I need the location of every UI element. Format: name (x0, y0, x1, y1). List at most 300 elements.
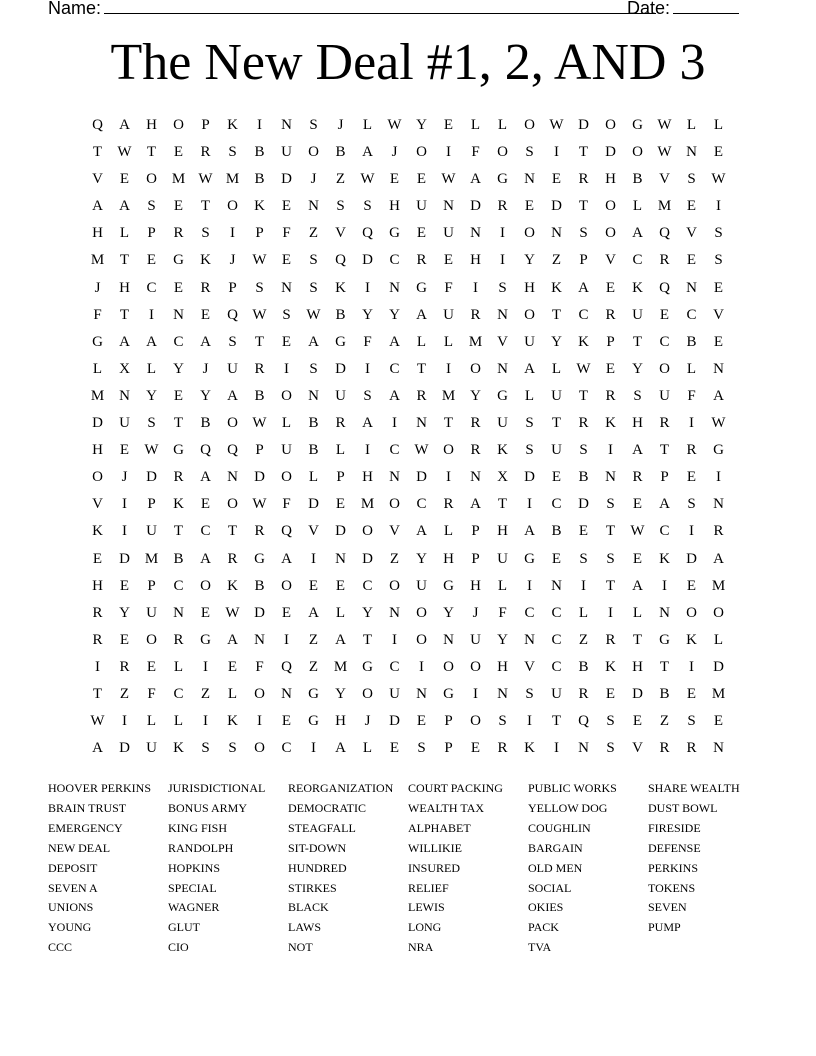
grid-cell[interactable]: E (713, 713, 724, 730)
grid-cell[interactable]: K (173, 496, 184, 513)
grid-cell[interactable]: A (389, 333, 400, 350)
grid-cell[interactable]: A (362, 144, 373, 161)
grid-cell[interactable]: R (416, 252, 427, 269)
grid-cell[interactable]: R (254, 523, 265, 540)
grid-cell[interactable]: P (579, 252, 588, 269)
grid-cell[interactable]: D (281, 171, 292, 188)
grid-cell[interactable]: M (90, 252, 105, 269)
grid-cell[interactable]: I (419, 658, 424, 675)
grid-cell[interactable]: K (497, 442, 508, 459)
grid-cell[interactable]: G (254, 550, 265, 567)
grid-cell[interactable]: T (497, 496, 508, 513)
grid-cell[interactable]: E (173, 144, 184, 161)
grid-cell[interactable]: Y (146, 387, 157, 404)
grid-cell[interactable]: T (578, 198, 589, 215)
grid-cell[interactable]: U (146, 740, 157, 757)
grid-cell[interactable]: Y (362, 306, 373, 323)
grid-cell[interactable]: W (549, 117, 564, 133)
grid-cell[interactable]: I (257, 117, 262, 133)
grid-cell[interactable]: A (200, 469, 211, 486)
grid-cell[interactable]: Q (362, 225, 373, 242)
grid-cell[interactable]: D (389, 713, 400, 730)
grid-cell[interactable]: C (362, 577, 373, 594)
grid-cell[interactable]: G (200, 631, 211, 648)
grid-cell[interactable]: E (281, 333, 292, 350)
grid-cell[interactable]: Z (551, 252, 562, 269)
grid-cell[interactable]: N (551, 577, 562, 594)
grid-cell[interactable]: S (309, 117, 318, 133)
grid-cell[interactable]: W (387, 117, 402, 133)
grid-cell[interactable]: H (362, 469, 373, 486)
grid-cell[interactable]: T (551, 713, 562, 730)
grid-cell[interactable]: G (308, 713, 319, 730)
grid-cell[interactable]: A (632, 225, 643, 242)
grid-cell[interactable]: W (711, 415, 726, 432)
grid-cell[interactable]: E (173, 279, 184, 296)
grid-cell[interactable]: F (93, 306, 102, 323)
grid-cell[interactable]: N (173, 604, 184, 621)
grid-cell[interactable]: K (227, 713, 238, 730)
grid-cell[interactable]: C (416, 496, 427, 513)
grid-cell[interactable]: R (659, 740, 670, 757)
grid-cell[interactable]: J (121, 469, 128, 486)
grid-cell[interactable]: O (416, 604, 427, 621)
grid-cell[interactable]: I (365, 442, 370, 459)
grid-cell[interactable]: R (605, 631, 616, 648)
grid-cell[interactable]: I (608, 442, 613, 459)
grid-cell[interactable]: S (417, 740, 426, 757)
grid-cell[interactable]: P (336, 469, 345, 486)
grid-cell[interactable]: Q (281, 658, 292, 675)
grid-cell[interactable]: P (471, 550, 480, 567)
grid-cell[interactable]: T (173, 415, 184, 432)
grid-cell[interactable]: O (200, 577, 211, 594)
grid-cell[interactable]: T (146, 144, 157, 161)
grid-cell[interactable]: C (281, 740, 292, 757)
grid-cell[interactable]: N (227, 469, 238, 486)
grid-cell[interactable]: O (686, 604, 697, 621)
grid-cell[interactable]: O (227, 415, 238, 432)
grid-cell[interactable]: O (659, 360, 670, 377)
grid-cell[interactable]: I (284, 631, 289, 648)
grid-cell[interactable]: L (362, 740, 373, 757)
grid-cell[interactable]: G (497, 171, 508, 188)
grid-cell[interactable]: D (146, 469, 157, 486)
grid-cell[interactable]: Y (632, 360, 643, 377)
grid-cell[interactable]: A (524, 523, 535, 540)
grid-cell[interactable]: H (92, 577, 103, 594)
grid-cell[interactable]: P (255, 225, 264, 242)
grid-cell[interactable]: E (605, 685, 616, 702)
grid-cell[interactable]: R (686, 740, 697, 757)
grid-cell[interactable]: V (389, 523, 400, 540)
grid-cell[interactable]: K (605, 658, 616, 675)
grid-cell[interactable]: R (92, 631, 103, 648)
grid-cell[interactable]: V (92, 171, 103, 188)
grid-cell[interactable]: R (119, 658, 130, 675)
grid-cell[interactable]: B (578, 658, 589, 675)
grid-cell[interactable]: Q (659, 225, 670, 242)
grid-cell[interactable]: U (497, 415, 508, 432)
grid-cell[interactable]: N (119, 387, 130, 404)
grid-cell[interactable]: R (173, 225, 184, 242)
grid-cell[interactable]: Z (200, 685, 211, 702)
grid-cell[interactable]: I (122, 523, 127, 540)
grid-cell[interactable]: G (416, 279, 427, 296)
grid-cell[interactable]: A (119, 117, 130, 133)
grid-cell[interactable]: T (605, 577, 616, 594)
grid-cell[interactable]: Q (659, 279, 670, 296)
grid-cell[interactable]: P (147, 225, 156, 242)
grid-cell[interactable]: S (525, 685, 534, 702)
grid-cell[interactable]: D (632, 685, 643, 702)
grid-cell[interactable]: E (335, 496, 346, 513)
grid-cell[interactable]: T (551, 306, 562, 323)
grid-cell[interactable]: N (551, 225, 562, 242)
grid-cell[interactable]: L (578, 604, 589, 621)
grid-cell[interactable]: V (308, 523, 319, 540)
grid-cell[interactable]: R (227, 550, 238, 567)
grid-cell[interactable]: E (200, 496, 211, 513)
grid-cell[interactable]: A (119, 333, 130, 350)
grid-cell[interactable]: Z (119, 685, 130, 702)
grid-cell[interactable]: N (389, 469, 400, 486)
grid-cell[interactable]: O (389, 496, 400, 513)
grid-cell[interactable]: Z (308, 225, 319, 242)
grid-cell[interactable]: O (254, 740, 265, 757)
grid-cell[interactable]: E (119, 577, 130, 594)
grid-cell[interactable]: W (360, 171, 375, 188)
grid-cell[interactable]: Y (497, 631, 508, 648)
grid-cell[interactable]: S (633, 387, 642, 404)
grid-cell[interactable]: E (578, 523, 589, 540)
grid-cell[interactable]: Y (551, 333, 562, 350)
grid-cell[interactable]: I (716, 469, 721, 486)
grid-cell[interactable]: K (254, 198, 265, 215)
grid-cell[interactable]: I (554, 740, 559, 757)
grid-cell[interactable]: I (95, 658, 100, 675)
grid-cell[interactable]: L (686, 117, 697, 133)
grid-cell[interactable]: A (92, 740, 103, 757)
grid-cell[interactable]: B (578, 469, 589, 486)
grid-cell[interactable]: Y (200, 387, 211, 404)
grid-cell[interactable]: O (470, 658, 481, 675)
grid-cell[interactable]: H (92, 225, 103, 242)
grid-cell[interactable]: N (254, 631, 265, 648)
grid-cell[interactable]: E (686, 469, 697, 486)
grid-cell[interactable]: U (470, 631, 481, 648)
grid-cell[interactable]: A (200, 550, 211, 567)
grid-cell[interactable]: A (524, 360, 535, 377)
grid-cell[interactable]: B (200, 415, 211, 432)
grid-cell[interactable]: A (659, 496, 670, 513)
grid-cell[interactable]: D (524, 469, 535, 486)
grid-cell[interactable]: R (92, 604, 103, 621)
grid-cell[interactable]: T (605, 523, 616, 540)
grid-cell[interactable]: I (122, 713, 127, 730)
grid-cell[interactable]: I (527, 577, 532, 594)
grid-cell[interactable]: S (255, 279, 264, 296)
grid-cell[interactable]: N (524, 631, 535, 648)
grid-cell[interactable]: T (227, 523, 238, 540)
grid-cell[interactable]: A (227, 631, 238, 648)
grid-cell[interactable]: L (146, 713, 157, 730)
grid-cell[interactable]: E (119, 171, 130, 188)
grid-cell[interactable]: R (470, 442, 481, 459)
grid-cell[interactable]: S (606, 740, 615, 757)
grid-cell[interactable]: F (282, 225, 291, 242)
grid-cell[interactable]: L (443, 333, 454, 350)
grid-cell[interactable]: G (659, 631, 670, 648)
grid-cell[interactable]: J (202, 360, 209, 377)
grid-cell[interactable]: C (551, 631, 562, 648)
grid-cell[interactable]: F (498, 604, 507, 621)
grid-cell[interactable]: O (416, 631, 427, 648)
grid-cell[interactable]: K (578, 333, 589, 350)
grid-cell[interactable]: E (713, 333, 724, 350)
grid-cell[interactable]: U (119, 415, 130, 432)
grid-cell[interactable]: D (92, 415, 103, 432)
grid-cell[interactable]: E (551, 469, 562, 486)
grid-cell[interactable]: N (605, 469, 616, 486)
grid-cell[interactable]: S (309, 279, 318, 296)
grid-cell[interactable]: E (551, 550, 562, 567)
grid-cell[interactable]: D (119, 740, 130, 757)
grid-cell[interactable]: Z (578, 631, 589, 648)
grid-cell[interactable]: E (686, 252, 697, 269)
grid-cell[interactable]: L (173, 713, 184, 730)
grid-cell[interactable]: S (282, 306, 291, 323)
grid-cell[interactable]: Y (470, 387, 481, 404)
grid-cell[interactable]: L (362, 117, 373, 133)
grid-cell[interactable]: L (335, 604, 346, 621)
grid-cell[interactable]: I (203, 713, 208, 730)
grid-cell[interactable]: E (146, 658, 157, 675)
grid-cell[interactable]: K (92, 523, 103, 540)
grid-cell[interactable]: R (578, 171, 589, 188)
grid-cell[interactable]: S (336, 198, 345, 215)
grid-cell[interactable]: E (281, 252, 292, 269)
grid-cell[interactable]: D (254, 469, 265, 486)
grid-cell[interactable]: C (659, 523, 670, 540)
grid-cell[interactable]: E (632, 713, 643, 730)
grid-cell[interactable]: E (713, 144, 724, 161)
grid-cell[interactable]: O (524, 225, 535, 242)
grid-cell[interactable]: D (416, 469, 427, 486)
grid-cell[interactable]: T (119, 252, 130, 269)
grid-cell[interactable]: C (389, 658, 400, 675)
grid-cell[interactable]: H (92, 442, 103, 459)
grid-cell[interactable]: B (254, 387, 265, 404)
grid-cell[interactable]: W (198, 171, 213, 188)
grid-cell[interactable]: G (173, 442, 184, 459)
grid-cell[interactable]: J (310, 171, 317, 188)
grid-cell[interactable]: P (444, 713, 453, 730)
grid-cell[interactable]: N (497, 360, 508, 377)
grid-cell[interactable]: B (335, 144, 346, 161)
grid-cell[interactable]: O (443, 442, 454, 459)
grid-cell[interactable]: V (713, 306, 724, 323)
grid-cell[interactable]: L (497, 577, 508, 594)
grid-cell[interactable]: E (308, 577, 319, 594)
grid-cell[interactable]: O (632, 144, 643, 161)
grid-cell[interactable]: T (416, 360, 427, 377)
grid-cell[interactable]: M (711, 577, 726, 594)
grid-cell[interactable]: E (173, 198, 184, 215)
grid-cell[interactable]: I (554, 144, 559, 161)
grid-cell[interactable]: I (149, 306, 154, 323)
grid-cell[interactable]: M (657, 198, 672, 215)
grid-cell[interactable]: H (335, 713, 346, 730)
grid-cell[interactable]: E (281, 713, 292, 730)
grid-cell[interactable]: I (446, 360, 451, 377)
grid-cell[interactable]: G (497, 387, 508, 404)
grid-cell[interactable]: E (119, 631, 130, 648)
grid-cell[interactable]: N (470, 225, 481, 242)
grid-cell[interactable]: R (335, 415, 346, 432)
grid-cell[interactable]: E (686, 685, 697, 702)
grid-cell[interactable]: C (632, 252, 643, 269)
grid-cell[interactable]: I (203, 658, 208, 675)
grid-cell[interactable]: K (686, 631, 697, 648)
grid-cell[interactable]: G (173, 252, 184, 269)
grid-cell[interactable]: N (281, 685, 292, 702)
grid-cell[interactable]: Z (659, 713, 670, 730)
grid-cell[interactable]: I (257, 713, 262, 730)
grid-cell[interactable]: I (581, 577, 586, 594)
grid-cell[interactable]: O (92, 469, 103, 486)
grid-cell[interactable]: K (173, 740, 184, 757)
grid-cell[interactable]: N (443, 631, 454, 648)
grid-cell[interactable]: C (389, 360, 400, 377)
grid-cell[interactable]: S (228, 333, 237, 350)
grid-cell[interactable]: F (444, 279, 453, 296)
grid-cell[interactable]: Q (281, 523, 292, 540)
grid-cell[interactable]: I (662, 577, 667, 594)
grid-cell[interactable]: O (470, 713, 481, 730)
grid-cell[interactable]: A (200, 333, 211, 350)
grid-cell[interactable]: D (578, 496, 589, 513)
grid-cell[interactable]: O (281, 577, 292, 594)
grid-cell[interactable]: D (362, 550, 373, 567)
grid-cell[interactable]: N (470, 469, 481, 486)
grid-cell[interactable]: S (606, 496, 615, 513)
grid-cell[interactable]: S (228, 740, 237, 757)
grid-cell[interactable]: P (228, 279, 237, 296)
grid-cell[interactable]: Z (308, 658, 319, 675)
grid-cell[interactable]: Q (335, 252, 346, 269)
grid-cell[interactable]: L (713, 117, 724, 133)
grid-cell[interactable]: I (689, 658, 694, 675)
grid-cell[interactable]: A (362, 415, 373, 432)
grid-cell[interactable]: T (254, 333, 265, 350)
grid-cell[interactable]: S (525, 442, 534, 459)
grid-cell[interactable]: O (281, 387, 292, 404)
grid-cell[interactable]: L (173, 658, 184, 675)
grid-cell[interactable]: R (173, 469, 184, 486)
grid-cell[interactable]: O (605, 117, 616, 133)
grid-cell[interactable]: E (281, 604, 292, 621)
grid-cell[interactable]: A (632, 577, 643, 594)
grid-cell[interactable]: O (227, 496, 238, 513)
grid-cell[interactable]: A (713, 387, 724, 404)
grid-cell[interactable]: O (146, 631, 157, 648)
grid-cell[interactable]: O (524, 306, 535, 323)
grid-cell[interactable]: G (524, 550, 535, 567)
grid-cell[interactable]: C (146, 279, 157, 296)
grid-cell[interactable]: N (443, 198, 454, 215)
grid-cell[interactable]: S (714, 252, 723, 269)
grid-cell[interactable]: Y (173, 360, 184, 377)
grid-cell[interactable]: N (686, 144, 697, 161)
grid-cell[interactable]: D (254, 604, 265, 621)
grid-cell[interactable]: T (119, 306, 130, 323)
grid-cell[interactable]: S (687, 713, 696, 730)
grid-cell[interactable]: R (200, 279, 211, 296)
grid-cell[interactable]: B (335, 306, 346, 323)
grid-cell[interactable]: R (443, 496, 454, 513)
grid-cell[interactable]: L (119, 225, 130, 242)
grid-cell[interactable]: W (252, 252, 267, 269)
grid-cell[interactable]: A (308, 604, 319, 621)
grid-cell[interactable]: D (578, 117, 589, 133)
grid-cell[interactable]: D (362, 252, 373, 269)
grid-cell[interactable]: E (713, 279, 724, 296)
grid-cell[interactable]: N (713, 740, 724, 757)
grid-cell[interactable]: K (605, 415, 616, 432)
grid-cell[interactable]: W (90, 713, 105, 730)
grid-cell[interactable]: S (579, 225, 588, 242)
grid-cell[interactable]: R (470, 306, 481, 323)
grid-cell[interactable]: X (497, 469, 508, 486)
grid-cell[interactable]: R (173, 631, 184, 648)
grid-cell[interactable]: F (471, 144, 480, 161)
grid-cell[interactable]: T (200, 198, 211, 215)
grid-cell[interactable]: N (713, 360, 724, 377)
grid-cell[interactable]: I (473, 685, 478, 702)
grid-cell[interactable]: L (497, 117, 508, 133)
grid-cell[interactable]: A (416, 306, 427, 323)
grid-cell[interactable]: A (308, 333, 319, 350)
grid-cell[interactable]: R (605, 387, 616, 404)
grid-cell[interactable]: D (686, 550, 697, 567)
grid-cell[interactable]: Y (362, 604, 373, 621)
grid-cell[interactable]: S (228, 144, 237, 161)
grid-cell[interactable]: G (443, 577, 454, 594)
grid-cell[interactable]: Q (227, 442, 238, 459)
grid-cell[interactable]: R (200, 144, 211, 161)
grid-cell[interactable]: I (365, 279, 370, 296)
grid-cell[interactable]: H (119, 279, 130, 296)
grid-cell[interactable]: N (389, 604, 400, 621)
grid-cell[interactable]: O (605, 225, 616, 242)
grid-cell[interactable]: S (498, 279, 507, 296)
grid-cell[interactable]: U (551, 442, 562, 459)
grid-cell[interactable]: W (117, 144, 132, 161)
grid-cell[interactable]: C (389, 252, 400, 269)
grid-cell[interactable]: N (713, 496, 724, 513)
grid-cell[interactable]: J (364, 713, 371, 730)
grid-cell[interactable]: E (551, 171, 562, 188)
grid-cell[interactable]: S (579, 550, 588, 567)
grid-cell[interactable]: U (416, 577, 427, 594)
grid-cell[interactable]: G (389, 225, 400, 242)
grid-cell[interactable]: N (308, 387, 319, 404)
grid-cell[interactable]: R (497, 740, 508, 757)
grid-cell[interactable]: R (632, 469, 643, 486)
grid-cell[interactable]: A (281, 550, 292, 567)
grid-cell[interactable]: R (416, 387, 427, 404)
